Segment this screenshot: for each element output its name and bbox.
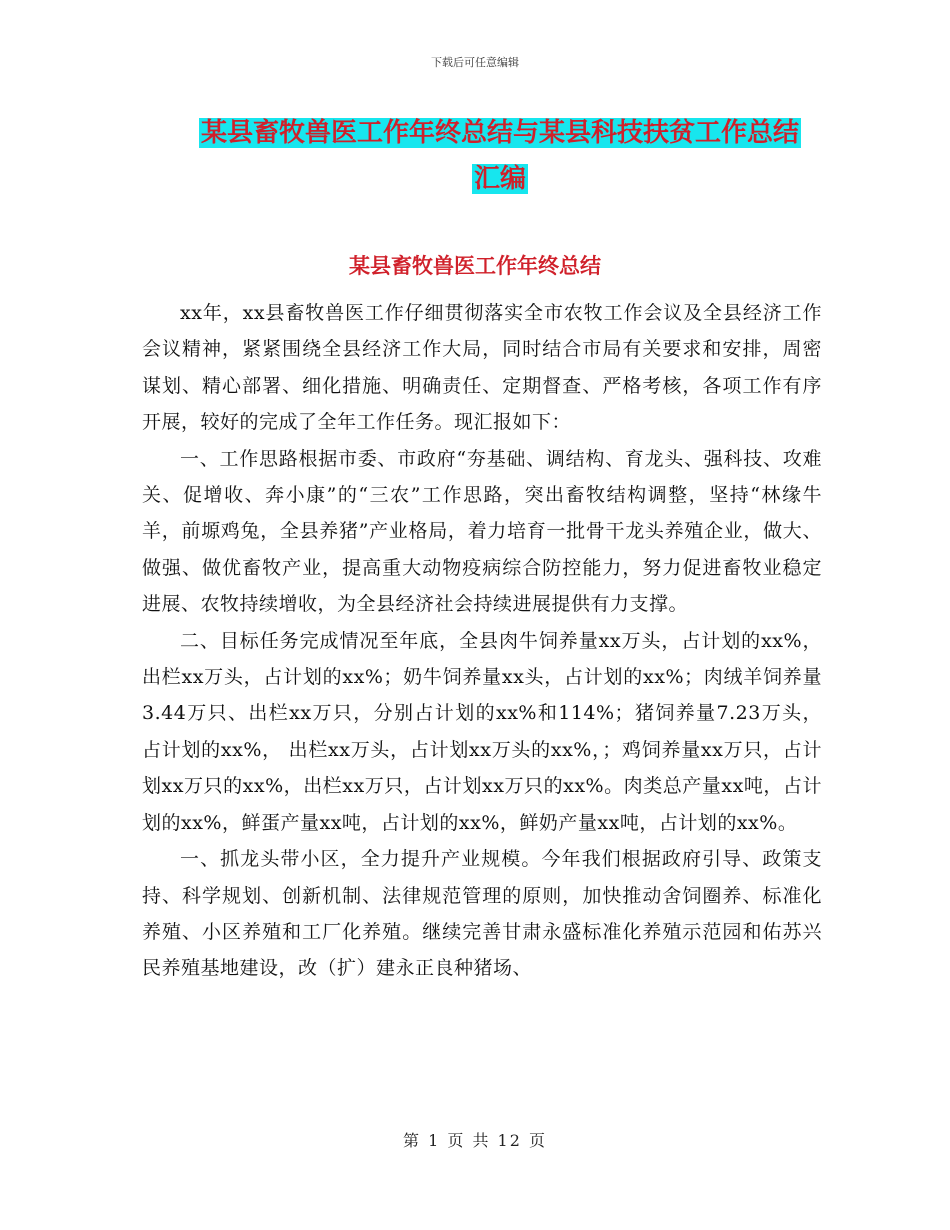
section-title: 某县畜牧兽医工作年终总结 bbox=[349, 254, 601, 278]
paragraph-leading-enterprises: 一、抓龙头带小区，全力提升产业规模。今年我们根据政府引导、政策支持、科学规划、创新机制、法律规范管理的原则，加快推动舍饲圈养、标准化养殖、小区养殖和工厂化养殖。继续完善甘肃永盛标准化养殖示范园和佑苏兴民养殖基地建设，改（扩）建永正良种猪场、 bbox=[142, 848, 822, 980]
document-title-line-1: 某县畜牧兽医工作年终总结与某县科技扶贫工作总结 bbox=[200, 118, 799, 148]
paragraph-target-completion: 二、目标任务完成情况至年底，全县肉牛饲养量xx万头，占计划的xx%，出栏xx万头，占计划的xx%；奶牛饲养量xx头，占计划的xx%；肉绒羊饲养量3.44万只、出栏xx万只，分别占计划的xx%和114%；猪饲养量7.23万头， 占计划的xx%， 出栏xx万头，占计划xx万头的xx%，；鸡饲养量xx万只，占计划xx万只的xx%，出栏xx万只，占计划xx万只的xx%。肉类总产量xx吨，占计划的xx%，鲜蛋产量xx吨，占计划的xx%，鲜奶产量xx吨，占计划的xx%。 bbox=[142, 629, 822, 834]
paragraph-work-approach: 一、工作思路根据市委、市政府“夯基础、调结构、育龙头、强科技、攻难关、促增收、奔小康”的“三农”工作思路，突出畜牧结构调整，坚持“林缘牛羊，前塬鸡兔，全县养猪”产业格局，着力培育一批骨干龙头养殖企业，做大、做强、做优畜牧产业，提高重大动物疫病综合防控能力，努力促进畜牧业稳定进展、农牧持续增收，为全县经济社会持续进展提供有力支撑。 bbox=[142, 447, 822, 616]
body-text bbox=[142, 295, 822, 987]
paragraph-intro: xx年，xx县畜牧兽医工作仔细贯彻落实全市农牧工作会议及全县经济工作会议精神，紧紧围绕全县经济工作大局，同时结合市局有关要求和安排，周密谋划、精心部署、细化措施、明确责任、定期督查、严格考核，各项工作有序开展，较好的完成了全年工作任务。现汇报如下： bbox=[142, 302, 822, 434]
document-title bbox=[190, 110, 810, 202]
header-note: 下载后可任意编辑 bbox=[431, 56, 519, 69]
document-title-line-2: 汇编 bbox=[473, 164, 526, 194]
page-number-footer: 第 1 页 共 12 页 bbox=[403, 1131, 547, 1150]
